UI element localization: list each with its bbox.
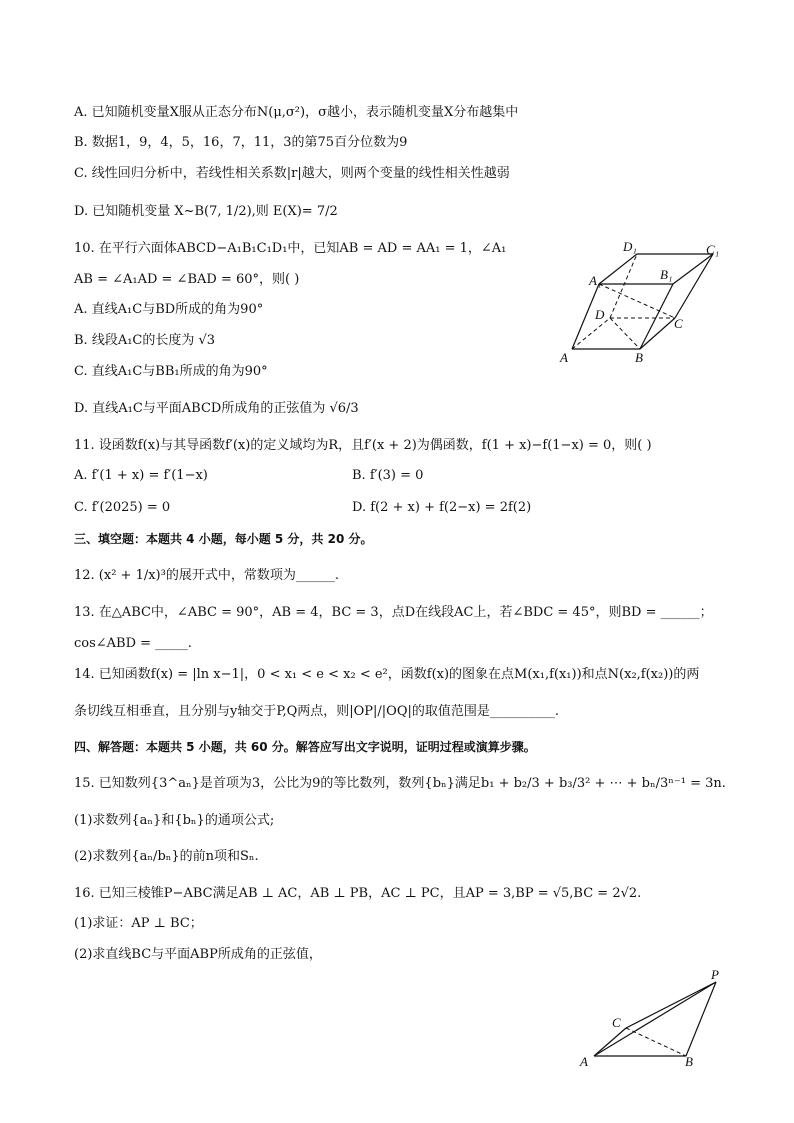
q10-option-b: B. 线段A₁C的长度为 √3	[74, 333, 216, 348]
q9-option-a: A. 已知随机变量X服从正态分布N(μ,σ²)，σ越小，表示随机变量X分布越集中	[74, 105, 519, 120]
tetrahedron-figure	[574, 964, 734, 1074]
q11-option-d: D. f(2 + x) + f(2−x) = 2f(2)	[352, 500, 532, 515]
q16-part1: (1)求证：AP ⊥ BC；	[74, 916, 203, 931]
q10-stem-line2: AB = ∠A₁AD = ∠BAD = 60°，则( )	[74, 272, 300, 287]
q13-line1: 13. 在△ABC中，∠ABC = 90°，AB = 4，BC = 3，点D在线段AC上，若∠BDC = 45°，则BD = ______；	[74, 605, 713, 620]
q14-line2: 条切线互相垂直，且分别与y轴交于P,Q两点，则|OP|/|OQ|的取值范围是__________.	[74, 704, 559, 719]
q12: 12. (x² + 1/x)³的展开式中，常数项为______.	[74, 568, 339, 583]
q9-option-d: D. 已知随机变量 X~B(7, 1/2),则 E(X)= 7/2	[74, 204, 338, 219]
q11-stem: 11. 设函数f(x)与其导函数f′(x)的定义域均为R，且f′(x + 2)为偶函数，f(1 + x)−f(1−x) = 0，则( )	[74, 438, 652, 453]
label-c: C	[612, 1015, 621, 1030]
q9-option-b: B. 数据1，9，4，5，16，7，11，3的第75百分位数为9	[74, 135, 408, 150]
q15-part2: (2)求数列{aₙ/bₙ}的前n项和Sₙ.	[74, 849, 259, 864]
label-a: A	[560, 350, 568, 365]
q15-stem: 15. 已知数列{3^aₙ}是首项为3，公比为9的等比数列，数列{bₙ}满足b₁ + b₂/3 + b₃/3² + ⋯ + bₙ/3ⁿ⁻¹ = 3n.	[74, 776, 726, 791]
label-c: C	[674, 316, 683, 331]
label-b: B	[635, 350, 643, 365]
q9-option-c: C. 线性回归分析中，若线性相关系数|r|越大，则两个变量的线性相关性越弱	[74, 166, 510, 181]
q11-option-b: B. f′(3) = 0	[352, 468, 424, 483]
q10-stem-line1: 10. 在平行六面体ABCD−A₁B₁C₁D₁中，已知AB = AD = AA₁ = 1，∠A₁	[74, 241, 507, 256]
parallelepiped-figure	[555, 238, 735, 366]
label-b: B	[685, 1054, 693, 1069]
section4-heading: 四、解答题：本题共 5 小题，共 60 分。解答应写出文字说明，证明过程或演算步骤。	[74, 740, 536, 754]
q10-option-d: D. 直线A₁C与平面ABCD所成角的正弦值为 √6/3	[74, 401, 359, 416]
label-d: D	[595, 307, 605, 322]
q11-option-a: A. f′(1 + x) = f′(1−x)	[74, 468, 208, 483]
q14-line1: 14. 已知函数f(x) = |ln x−1|，0 < x₁ < e < x₂ < e²，函数f(x)的图象在点M(x₁,f(x₁))和点N(x₂,f(x₂))的两	[74, 667, 700, 682]
q16-part2: (2)求直线BC与平面ABP所成角的正弦值，	[74, 947, 322, 962]
label-a1: A₁	[589, 273, 602, 288]
label-p: P	[711, 967, 719, 982]
q11-option-c: C. f′(2025) = 0	[74, 500, 171, 515]
q15-part1: (1)求数列{aₙ}和{bₙ}的通项公式;	[74, 813, 275, 828]
label-a: A	[580, 1054, 588, 1069]
q10-option-c: C. 直线A₁C与BB₁所成的角为90°	[74, 364, 268, 379]
q10-option-a: A. 直线A₁C与BD所成的角为90°	[74, 302, 264, 317]
q16-stem: 16. 已知三棱锥P−ABC满足AB ⊥ AC，AB ⊥ PB，AC ⊥ PC，且AP = 3,BP = √5,BC = 2√2.	[74, 886, 642, 901]
label-b1: B₁	[660, 267, 673, 282]
section3-heading: 三、填空题：本题共 4 小题，每小题 5 分，共 20 分。	[74, 532, 373, 546]
label-d1: D₁	[623, 239, 637, 254]
label-c1: C₁	[706, 242, 720, 257]
q13-line2: cos∠ABD = _____.	[74, 636, 192, 651]
